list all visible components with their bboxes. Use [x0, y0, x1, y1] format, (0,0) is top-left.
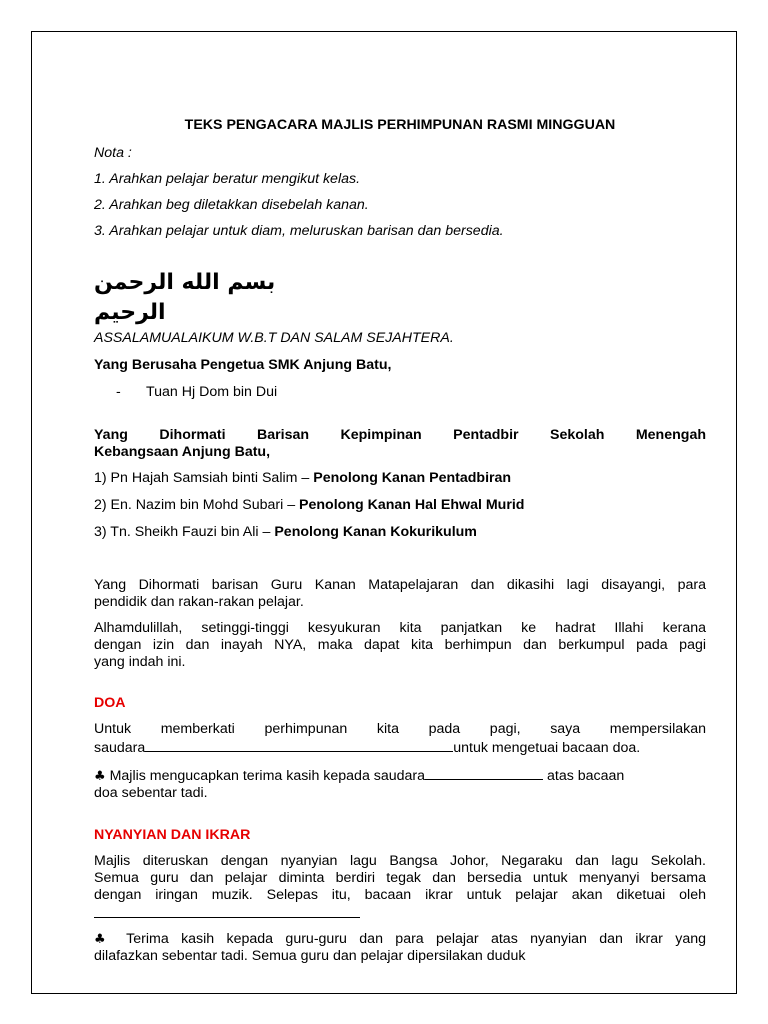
pentadbir-heading-line1: Yang Dihormati Barisan Kepimpinan Pentadbir Sekolah Menengah: [94, 427, 706, 443]
nyanyian-blank-line: [94, 904, 706, 923]
nyanyian-line3: dengan iringan muzik. Selepas itu, bacaan ikrar untuk pelajar akan diketuai oleh: [94, 887, 706, 903]
salam-greeting: ASSALAMUALAIKUM W.B.T DAN SALAM SEJAHTERA.: [94, 330, 454, 346]
pentadbir-role: Penolong Kanan Hal Ehwal Murid: [299, 497, 525, 513]
doa-blank: [145, 738, 453, 752]
doa-line1: Untuk memberkati perhimpunan kita pada pagi, saya mempersilakan: [94, 721, 706, 737]
pentadbir-item-2: [94, 497, 706, 514]
doa-heading: DOA: [94, 695, 126, 711]
nyanyian-thanks-line2: dilafazkan sebentar tadi. Semua guru dan pelajar dipersilakan duduk: [94, 948, 526, 964]
nota-item-2: 2. Arahkan beg diletakkan disebelah kanan.: [94, 197, 369, 213]
dash-marker: -: [116, 384, 121, 400]
doa-thanks-line1: [94, 766, 706, 785]
nota-label: Nota :: [94, 145, 132, 161]
nota-item-3: 3. Arahkan pelajar untuk diam, meluruskan barisan dan bersedia.: [94, 223, 504, 239]
doa-thanks-start: Majlis mengucapkan terima kasih kepada saudara: [105, 768, 426, 784]
doa-thanks-line2: doa sebentar tadi.: [94, 785, 208, 801]
document-page: [31, 31, 737, 994]
pentadbir-name: 3) Tn. Sheikh Fauzi bin Ali –: [94, 524, 275, 540]
basmalah: بسم الله الرحمن الرحيم: [94, 270, 276, 325]
doa-saudara: saudara: [94, 740, 146, 756]
club-bullet-icon: ♣: [94, 769, 106, 784]
nyanyian-thanks-start: Terima kasih kepada guru-guru dan para pelajar atas nyanyian dan ikrar yang: [114, 931, 706, 947]
nyanyian-line2: Semua guru dan pelajar diminta berdiri tegak dan bersedia untuk menyanyi bersama: [94, 870, 706, 886]
pengetua-name: Tuan Hj Dom bin Dui: [146, 384, 278, 400]
nyanyian-heading: NYANYIAN DAN IKRAR: [94, 827, 251, 843]
pentadbir-item-3: [94, 524, 706, 541]
alhamdulillah-line2: dengan izin dan inayah NYA, maka dapat kita berhimpun dan berkumpul pada pagi: [94, 637, 706, 653]
nota-item-1: 1. Arahkan pelajar beratur mengikut kelas.: [94, 171, 361, 187]
pengetua-heading: Yang Berusaha Pengetua SMK Anjung Batu,: [94, 357, 392, 373]
alhamdulillah-line3: yang indah ini.: [94, 654, 186, 670]
pengetua-item: [94, 384, 706, 401]
doa-thanks-end: atas bacaan: [543, 768, 625, 784]
pentadbir-name: 2) En. Nazim bin Mohd Subari –: [94, 497, 300, 513]
document-content: [94, 117, 706, 965]
pentadbir-name: 1) Pn Hajah Samsiah binti Salim –: [94, 470, 314, 486]
pentadbir-role: Penolong Kanan Kokurikulum: [274, 524, 477, 540]
pentadbir-role: Penolong Kanan Pentadbiran: [313, 470, 512, 486]
document-title: TEKS PENGACARA MAJLIS PERHIMPUNAN RASMI MINGGUAN: [184, 117, 616, 133]
guru-kanan-line1: Yang Dihormati barisan Guru Kanan Matapelajaran dan dikasihi lagi disayangi, para: [94, 577, 706, 593]
guru-kanan-line2: pendidik dan rakan-rakan pelajar.: [94, 594, 304, 610]
pentadbir-item-1: [94, 470, 706, 487]
alhamdulillah-line1: Alhamdulillah, setinggi-tinggi kesyukuran kita panjatkan ke hadrat Illahi kerana: [94, 620, 706, 636]
nyanyian-blank: [94, 904, 360, 918]
nyanyian-line1: Majlis diteruskan dengan nyanyian lagu Bangsa Johor, Negaraku dan lagu Sekolah.: [94, 853, 706, 869]
doa-thanks-blank: [425, 766, 543, 780]
doa-line2-end: untuk mengetuai bacaan doa.: [453, 740, 641, 756]
pentadbir-heading-line2: Kebangsaan Anjung Batu,: [94, 444, 271, 460]
nyanyian-thanks-line1: [94, 931, 706, 948]
club-bullet-icon: ♣: [94, 932, 115, 947]
doa-line2: [94, 738, 706, 757]
